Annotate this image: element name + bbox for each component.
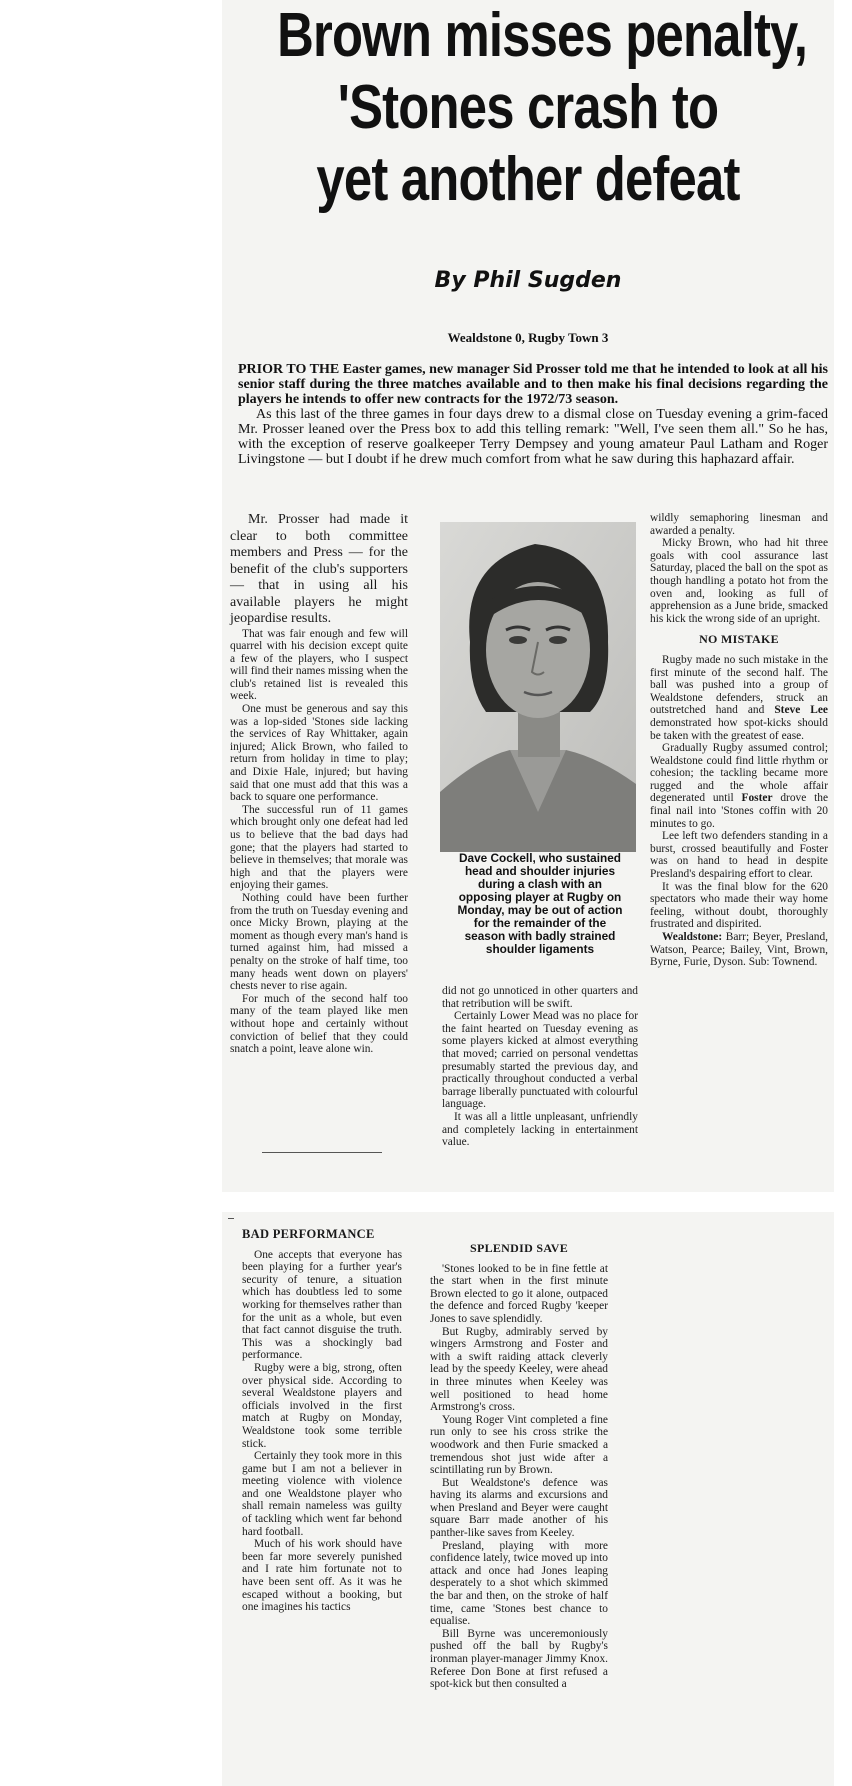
column-end-rule bbox=[262, 1152, 382, 1153]
paragraph bbox=[650, 654, 828, 742]
team-lineup bbox=[650, 931, 828, 969]
paragraph: One accepts that everyone has been playing for a further year's security of tenure, a situation which has doubtless led to some working for themselves rather than for the unit as a whole, but even that fact cannot disguise the truth. This was a shockingly bad performance. bbox=[242, 1248, 402, 1362]
text: Rugby made no such mistake in the first minute of the second half. The ball was pushed into a group of Wealdstone defenders, struck an outstretched hand and bbox=[650, 653, 828, 717]
photo-caption: Dave Cockell, who sustained head and shoulder injuries during a clash with an opposing player at Rugby on Monday, may be out of action for the remainder of the season with badly strained shoulder ligaments bbox=[452, 852, 628, 956]
text: drove the final nail into 'Stones coffin with 20 minutes to go. bbox=[650, 792, 828, 830]
paragraph: But Rugby, admirably served by wingers Armstrong and Foster and with a swift raiding attack cleverly lead by the speedy Keeley, were ahead in three minutes when Keeley was well positioned to head home Armstrong's cross. bbox=[430, 1325, 608, 1414]
player-photo bbox=[440, 522, 636, 852]
paragraph: Much of his work should have been far more severely punished and I rate him fortunate not to have been sent off. As it was he escaped without a booking, but one imagines his tactics bbox=[242, 1538, 402, 1614]
byline: By Phil Sugden bbox=[434, 268, 622, 293]
paragraph: Certainly they took more in this game but I am not a believer in meeting violence with violence and one Wealdstone player who shall remain nameless was guilty of tackling which went far behond hard football. bbox=[242, 1450, 402, 1538]
paragraph: Certainly Lower Mead was no place for the faint hearted on Tuesday evening as some players kicked at almost everything that moved; carried on personal vendettas presumably started the previous day, and practically throughout conducted a verbal barrage liberally punctuated with colourful language. bbox=[442, 1010, 638, 1111]
clipping-mark bbox=[228, 1218, 234, 1219]
paragraph: wildly semaphoring linesman and awarded a penalty. bbox=[650, 512, 828, 537]
paragraph: Mr. Prosser had made it clear to both committee members and Press — for the benefit of the club's supporters — that in using all his available players he might jeopardise results. bbox=[230, 512, 408, 626]
team-label: Wealdstone: bbox=[662, 931, 723, 943]
headline-line-3: yet another defeat bbox=[316, 145, 740, 214]
intro-paragraph: As this last of the three games in four days drew to a dismal close on Tuesday evening a grim-faced Mr. Prosser leaned over the Press box to add this telling remark: "Well, I've seen them all." So he has, with the exception of reserve goalkeeper Terry Dempsey and young amateur Paul Latham and Roger Livingstone — but I doubt if he drew much comfort from what he saw during this haphazard affair. bbox=[238, 407, 828, 467]
headline-line-2: 'Stones crash to bbox=[337, 73, 719, 142]
column-3 bbox=[650, 512, 828, 969]
portrait-image bbox=[440, 522, 636, 852]
paragraph: But Wealdstone's defence was having its alarms and excursions and when Presland and Beyer were caught square Barr made another of his panther-like saves from Keeley. bbox=[430, 1476, 608, 1540]
intro-lead-paragraph: PRIOR TO THE Easter games, new manager Sid Prosser told me that he intended to look at all his senior staff during the three matches available and to then make his final decisions regarding the players he intends to offer new contracts for the 1972/73 season. bbox=[238, 362, 828, 407]
paragraph: One must be generous and say this was a lop-sided 'Stones side lacking the services of Ray Whittaker, again injured; Alick Brown, who failed to return from holiday in time to play; and Dixie Hale, injured; but having said that one must add that this was a back to square one performance. bbox=[230, 703, 408, 804]
paragraph: Nothing could have been further from the truth on Tuesday evening and once Micky Brown, playing at the moment as though every man's hand is turned against him, had missed a penalty on the stroke of half time, too many heads went down on players' chests never to rise again. bbox=[230, 891, 408, 993]
player-name: Steve Lee bbox=[774, 704, 828, 717]
headline bbox=[277, 0, 808, 216]
column-1 bbox=[230, 512, 408, 1056]
paragraph: Rugby were a big, strong, often over physical side. According to several Wealdstone players and officials involved in the first match at Rugby on Monday, Wealdstone took some terrible stick. bbox=[242, 1361, 402, 1450]
paragraph: Bill Byrne was unceremoniously pushed off the ball by Rugby's ironman player-manager Jimmy Knox. Referee Don Bone at first refused a spot-kick but then consulted a bbox=[430, 1627, 608, 1691]
paragraph: That was fair enough and few will quarrel with his decision except quite a few of the players, who I suspect will find their names missing when the club's retained list is revealed this week. bbox=[230, 627, 408, 703]
text: Gradually Rugby assumed control; Wealdstone could find little rhythm or cohesion; the tackling became more rugged and the whole affair degenerated until bbox=[650, 742, 828, 805]
paragraph: Lee left two defenders standing in a burst, crossed beautifully and Foster was on hand to head in despite Presland's despairing effort to clear. bbox=[650, 830, 828, 881]
player-name: Foster bbox=[741, 792, 773, 805]
paragraph: It was the final blow for the 620 spectators who made their way home feeling, without doubt, thoroughly frustrated and dispirited. bbox=[650, 880, 828, 931]
subhead-bad-performance: BAD PERFORMANCE bbox=[242, 1227, 375, 1241]
text: demonstrated how spot-kicks should be taken with the greatest of ease. bbox=[650, 716, 828, 742]
score-line: Wealdstone 0, Rugby Town 3 bbox=[447, 330, 609, 345]
column-4 bbox=[242, 1228, 402, 1614]
team-players: Barr; Beyer, Presland, Watson, Pearce; Bailey, Vint, Brown, Byrne, Furie, Dyson. Sub: Townend. bbox=[650, 931, 828, 969]
paragraph: Young Roger Vint completed a fine run only to see his cross strike the woodwork and then Furie smacked a tremendous shot just wide after a scintillating run by Brown. bbox=[430, 1413, 608, 1477]
headline-line-1: Brown misses penalty, bbox=[277, 1, 808, 70]
subhead-splendid-save: SPLENDID SAVE bbox=[469, 1241, 569, 1255]
column-2 bbox=[442, 985, 638, 1149]
paragraph: It was all a little unpleasant, unfriendly and completely lacking in entertainment value. bbox=[442, 1110, 638, 1149]
intro bbox=[238, 362, 828, 467]
subhead-no-mistake: NO MISTAKE bbox=[699, 632, 779, 647]
paragraph: Presland, playing with more confidence lately, twice moved up into attack and once had Jones leaping desperately to a shot which skimmed the bar and then, on the stroke of half time, came 'Stones best chance to equalise. bbox=[430, 1539, 608, 1628]
paragraph: For much of the second half too many of the team played like men without hope and certainly without conviction of belief that they could snatch a point, leave alone win. bbox=[230, 992, 408, 1056]
column-5 bbox=[430, 1242, 608, 1691]
paragraph bbox=[650, 742, 828, 830]
paragraph: The successful run of 11 games which brought only one defeat had led us to believe that the bad days had gone; that the players had started to believe in themselves; that morale was high and that the players were enjoying their games. bbox=[230, 803, 408, 892]
paragraph: 'Stones looked to be in fine fettle at the start when in the first minute Brown elected to go it alone, outpaced the defence and forced Rugby 'keeper Jones to save splendidly. bbox=[430, 1262, 608, 1325]
paragraph: Micky Brown, who had hit three goals with cool assurance last Saturday, placed the ball on the spot as though handling a potato hot from the oven and, looking as full of apprehension as a June bride, smacked his kick the wrong side of an upright. bbox=[650, 537, 828, 625]
paragraph: did not go unnoticed in other quarters and that retribution will be swift. bbox=[442, 985, 638, 1010]
